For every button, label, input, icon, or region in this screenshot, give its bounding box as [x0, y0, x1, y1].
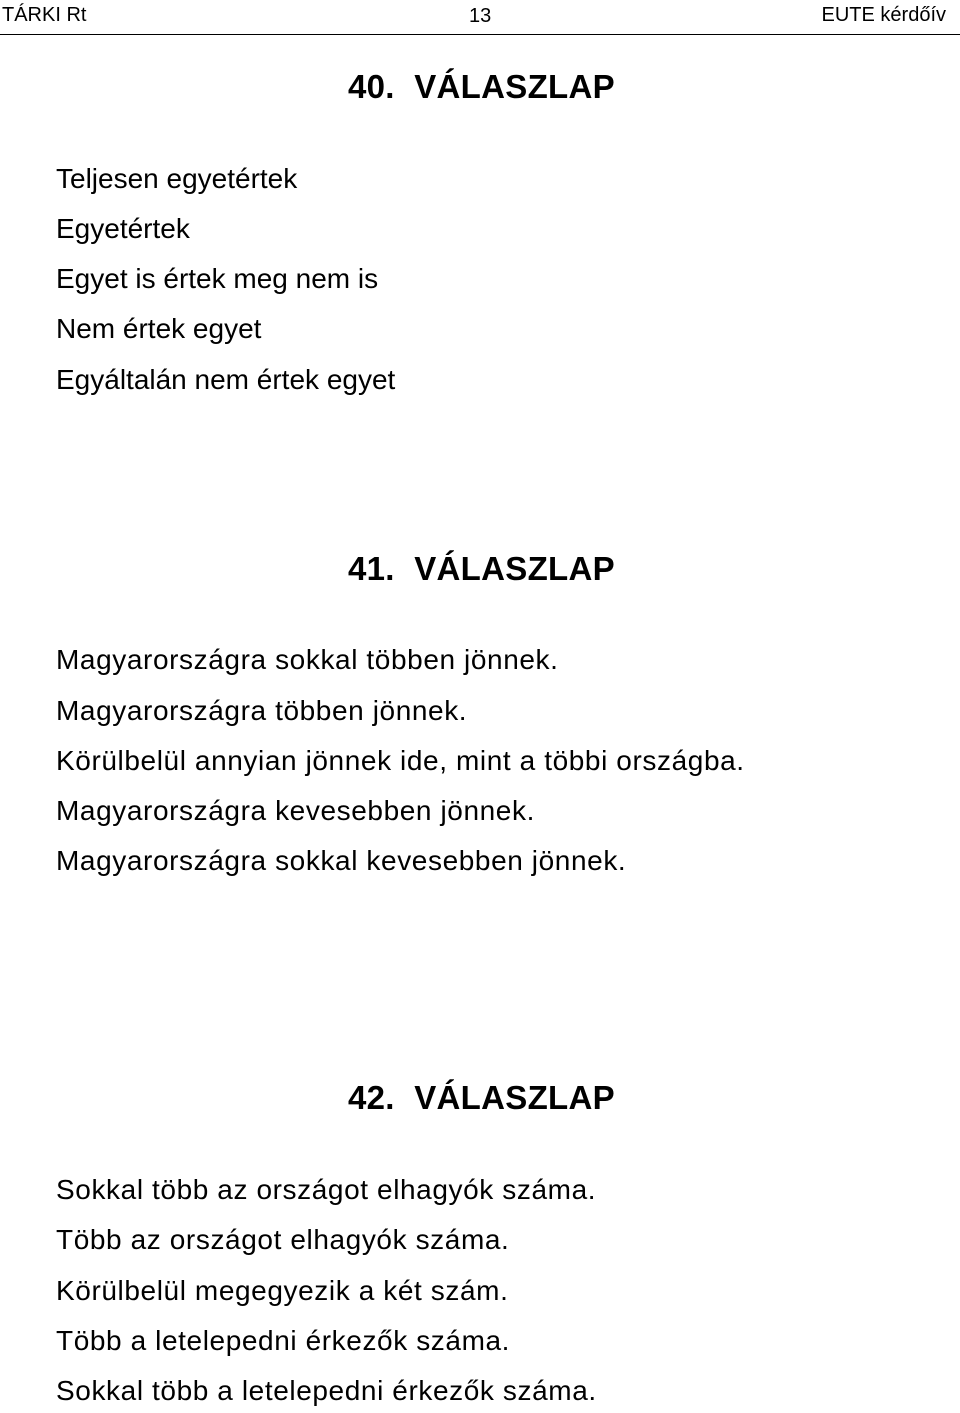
answer-option: Nem értek egyet [56, 313, 262, 344]
answer-option: Több az országot elhagyók száma. [56, 1224, 510, 1255]
answer-option: Egyetértek [56, 213, 190, 244]
answer-option: Magyarországra többen jönnek. [56, 695, 468, 726]
answer-option: Egyet is értek meg nem is [56, 263, 379, 294]
answer-option: Több a letelepedni érkezők száma. [56, 1325, 511, 1356]
section-title: 41. VÁLASZLAP [348, 550, 615, 587]
answer-option: Sokkal több a letelepedni érkezők száma. [56, 1375, 597, 1406]
page-header [0, 0, 960, 36]
header-divider [0, 34, 960, 35]
section-title: 40. VÁLASZLAP [348, 68, 615, 105]
section-title: 42. VÁLASZLAP [348, 1079, 615, 1116]
answer-option: Magyarországra sokkal többen jönnek. [56, 644, 559, 675]
answer-option: Sokkal több az országot elhagyók száma. [56, 1174, 597, 1205]
answer-option: Teljesen egyetértek [56, 163, 298, 194]
page-number: 13 [469, 5, 492, 27]
header-document-title: EUTE kérdőív [821, 4, 946, 26]
answer-option: Egyáltalán nem értek egyet [56, 364, 396, 395]
header-organization: TÁRKI Rt [2, 4, 87, 26]
answer-option: Magyarországra kevesebben jönnek. [56, 795, 535, 826]
answer-option: Körülbelül megegyezik a két szám. [56, 1275, 509, 1306]
answer-option: Körülbelül annyian jönnek ide, mint a többi országba. [56, 745, 745, 776]
answer-option: Magyarországra sokkal kevesebben jönnek. [56, 845, 627, 876]
